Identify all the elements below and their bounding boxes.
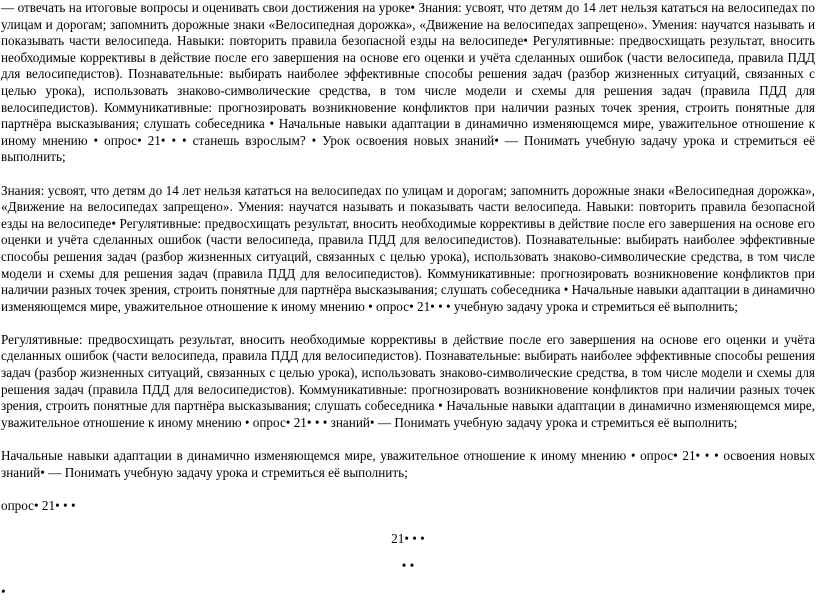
paragraph-spacer: [1, 481, 815, 498]
paragraph-spacer: [1, 315, 815, 332]
paragraph-3: Регулятивные: предвосхищать результат, вносить необходимые коррективы в действие после его завершения на основе его оценки и учёта сделанных ошибок (части велосипеда, правила ПДД для велосипедистов). Познавательные: выбирать наиболее эффективные способы решения задач (разбор жизненных ситуаций, связанных с целью урока), использовать знаково-символические средства, в том числе модели и схемы для решения задач (правила ПДД для велосипедистов). Коммуникативные: прогнозировать возникновение конфликтов при наличии разных точек зрения, строить понятные для партнёра высказывания; слушать собеседника • Начальные навыки адаптации в динамично изменяющемся мире, уважительное отношение к иному мнению • опрос• 21• • • знаний• — Понимать учебную задачу урока и стремиться её выполнить;: [1, 331, 815, 430]
paragraph-spacer: [1, 574, 815, 584]
paragraph-4: Начальные навыки адаптации в динамично изменяющемся мире, уважительное отношение к иному мнению • опрос• 21• • • освоения новых знаний• — Понимать учебную задачу урока и стремиться её выполнить;: [1, 448, 815, 480]
paragraph-2: Знания: усвоят, что детям до 14 лет нельзя кататься на велосипедах по улицам и дорогам; запомнить дорожные знаки «Велосипедная дорожка», «Движение на велосипедах запрещено». Умения: научатся называть и показывать части велосипеда. Навыки: повторить правила безопасной езды на велосипеде• Регулятивные: предвосхищать результат, вносить необходимые коррективы в действие после его завершения на основе его оценки и учёта сделанных ошибок (части велосипеда, правила ПДД для велосипедистов). Познавательные: выбирать наиболее эффективные способы решения задач (разбор жизненных ситуаций, связанных с целью урока), использовать знаково-символические средства, в том числе модели и схемы для решения задач (правила ПДД для велосипедистов). Коммуникативные: прогнозировать возникновение конфликтов при наличии разных точек зрения, строить понятные для партнёра высказывания; слушать собеседника • Начальные навыки адаптации в динамично изменяющемся мире, уважительное отношение к иному мнению • опрос• 21• • • учебную задачу урока и стремиться её выполнить;: [1, 182, 815, 314]
short-line-survey: опрос• 21• • •: [1, 497, 76, 513]
last-bullet-line: •: [1, 584, 6, 600]
center-line-2: • •: [401, 557, 415, 573]
paragraph-spacer: [1, 431, 815, 448]
paragraph-spacer: [1, 548, 815, 558]
center-line-1: 21• • •: [391, 531, 425, 546]
paragraph-1: — отвечать на итоговые вопросы и оценивать свои достижения на уроке• Знания: усвоят, что детям до 14 лет нельзя кататься на велосипедах по улицам и дорогам; запомнить дорожные знаки «Велосипедная дорожка», «Движение на велосипедах запрещено». Умения: научатся называть и показывать части велосипеда. Навыки: повторить правила безопасной езды на велосипеде• Регулятивные: предвосхищать результат, вносить необходимые коррективы в действие после его завершения на основе его оценки и учёта сделанных ошибок (части велосипеда, правила ПДД для велосипедистов). Познавательные: выбирать наиболее эффективные способы решения задач (разбор жизненных ситуаций, связанных с целью урока), использовать знаково-символические средства, в том числе модели и схемы для решения задач (правила ПДД для велосипедистов). Коммуникативные: прогнозировать возникновение конфликтов при наличии разных точек зрения, строить понятные для партнёра высказывания; слушать собеседника • Начальные навыки адаптации в динамично изменяющемся мире, уважительное отношение к иному мнению • опрос• 21• • • станешь взрослым? • Урок освоения новых знаний• — Понимать учебную задачу урока и стремиться её выполнить;: [1, 0, 815, 165]
paragraph-spacer: [1, 166, 815, 183]
